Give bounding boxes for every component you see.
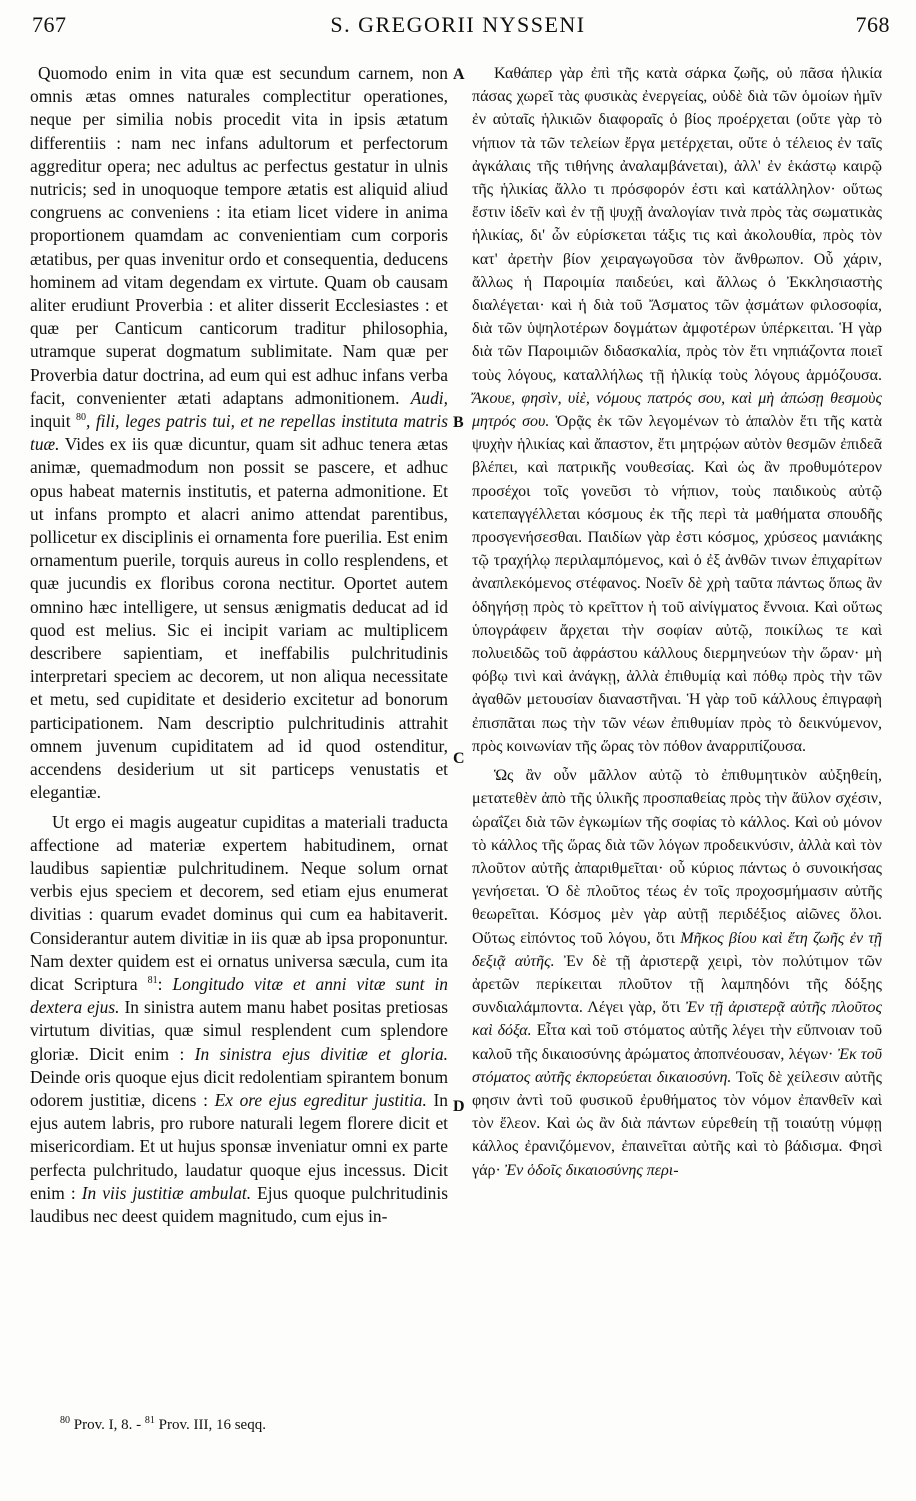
greek-text: Τοῖς δὲ χείλεσιν αὐτῆς φησιν ἀντὶ τοῦ φυσικοῦ ἐρυθήματος τὸν νόμον ἐπανθεῖν καὶ τὸν ἔλεον. Καὶ ὡς ἂν διὰ πάντων εὑρεθείη τῇ τοιαύτῃ νύμφῃ κάλλος ἐρανιζόμενον, ἐπαινεῖται αὐτῆς καὶ τὸ βάδισμα. Φησὶ γάρ·	[472, 1068, 882, 1179]
margin-letter-b: B	[453, 414, 464, 431]
latin-text: Ejus quoque pulchritudinis laudibus nec deest quidem magnitudo, cum ejus in-	[30, 1182, 448, 1226]
margin-letter-d: D	[453, 1098, 465, 1115]
latin-paragraph-1	[30, 62, 448, 805]
latin-text: Deinde oris quoque ejus dicit redolentiam spirantem bonum odorem justitiæ, dicens :	[30, 1066, 448, 1110]
latin-paragraph-2	[30, 811, 448, 1229]
latin-text: In sinistra autem manu habet positas pretiosas virtutum divitias, quæ simul resplendent cum splendore gloriæ. Dicit enim :	[30, 997, 449, 1064]
greek-quote: Ἐν τῇ ἀριστερᾷ αὐτῆς πλοῦτος καὶ δόξα.	[472, 999, 882, 1040]
latin-text: Ut ergo ei magis augeatur cupiditas a materiali traducta affectione ad materiæ expertem habitudinem, ornat laudibus sapientiæ pulchritudinem. Neque solum ornat verbis ejus speciem et decorem, sed etiam ejus enumerat divitias : quarum evadet dominus qui cum ea habitaverit. Considerantur autem divitiæ in iis quæ ab ipsa proponuntur. Nam dexter quidem est ei ornatus universa sæcula, cum ita dicat Scriptura	[30, 811, 448, 994]
latin-quote: In sinistra ejus divitiæ et gloria.	[194, 1043, 448, 1064]
greek-quote: Μῆκος βίου καὶ ἔτη ζωῆς ἐν τῇ δεξιᾷ αὐτῆς.	[472, 929, 882, 970]
greek-quote: Ἄκουε, φησὶν, υἱὲ, νόμους πατρός σου, καὶ μὴ ἀπώσῃ θεσμοὺς μητρός σου.	[472, 389, 882, 431]
latin-text: Quomodo enim in vita quæ est secundum carnem, non omnis ætas omnes naturales complectitur operationes, neque per similia nobis procedit vita in ipsis ætatum differentiis : nam nec infans adultorum et perfectorum aggreditur opera; nec adultus ac perfectus gestatur in ulnis nutricis; sed in unoquoque tempore ætatis est aliquid aliud congruens ac conveniens : ita etiam licet videre in anima proportionem quamdam ac convenientiam cum corporis ætatibus, per quas invenitur ordo et consequentia, deducens hominem ad vitam degendam ex virtute. Quam ob causam aliter erudiunt Proverbia : et aliter disserit Ecclesiastes : et quæ per Canticum canticorum traditur philosophia, utramque superat dogmatum sublimitate. Nam quæ per Proverbia datur doctrina, ad eum qui est adhuc infans verba facit, convenienter ætati adaptans admonitionem.	[30, 63, 448, 408]
margin-letter-a: A	[453, 66, 465, 83]
greek-column	[472, 62, 882, 1182]
latin-text: :	[157, 973, 173, 994]
footnotes	[60, 1417, 460, 1434]
latin-quote: Ex ore ejus egreditur justitia.	[214, 1089, 427, 1110]
margin-letter-c: C	[453, 750, 465, 767]
running-header	[26, 4, 890, 44]
latin-quote: Longitudo vitæ et anni vitæ sunt in dextera ejus.	[30, 973, 448, 1018]
latin-text: inquit	[30, 411, 77, 432]
running-title: S. GREGORII NYSSENI	[330, 12, 586, 37]
latin-column	[30, 62, 448, 1228]
footnote-text: Prov. I, 8. -	[70, 1417, 145, 1433]
greek-text: Ὡς ἂν οὖν μᾶλλον αὐτῷ τὸ ἐπιθυμητικὸν αὐξηθείη, μετατεθὲν ἀπὸ τῆς ὑλικῆς προσπαθείας πρὸς τὴν ἄϋλον σχέσιν, ὡραΐζει διὰ τῶν ἐγκωμίων τῆς σοφίας τὸ κάλλος. Καὶ οὐ μόνον τὸ κάλλος τῆς ὥρας διὰ τῶν λόγων προδεικνύσιν, ἀλλὰ καὶ τὸν πλοῦτον αὐτῆς ἀπαριθμεῖται· οὗ κύριος πάντως ὁ συνοικήσας γενήσεται. Ὁ δὲ πλοῦτος τέως ἐν τοῖς προχοσμήμασιν αὐτῆς θεωρεῖται. Κόσμος μὲν γὰρ αὐτῇ περιδέξιος αἰῶνες ὅλοι. Οὕτως εἰπόντος τοῦ λόγου, ὅτι	[472, 767, 882, 947]
greek-text: Ἐν δὲ τῇ ἀριστερᾷ χειρὶ, τὸν πολύτιμον τῶν ἀρετῶν περίκειται πλοῦτον τῇ λαμπηδόνι τῆς δόξης συνδιαλάμποντα. Λέγει γὰρ, ὅτι	[472, 952, 882, 1017]
latin-quote: Audi,	[410, 387, 448, 408]
page-number-right: 768	[855, 12, 890, 37]
greek-quote: Ἐν ὁδοῖς δικαιοσύνης περι-	[504, 1161, 679, 1179]
greek-quote: Ἐκ τοῦ στόματος αὐτῆς ἐκπορεύεται δικαιοσύνη.	[472, 1045, 882, 1086]
latin-quote: , fili, leges patris tui, et ne repellas instituta matris tuæ.	[30, 411, 448, 455]
greek-text: Ὁρᾷς ἐκ τῶν λεγομένων τὸ ἁπαλὸν ἔτι τῆς κατὰ ψυχὴν ἡλικίας καὶ ἄπαστον, ἔτι μητρῴων αὐτὸν θεσμῶν ἐπιδεᾶ βλέπει, καὶ πατρικῆς νουθεσίας. Καὶ ὡς ἂν προθυμότερον προσέχοι τοῖς γονεῦσι τὸ νήπιον, τοὺς παιδικοὺς αὐτῷ κατεπαγγέλλεται κόσμους ἐκ τῆς περὶ τὰ μαθήματα σπουδῆς προσγενήσεσθαι. Παιδίων γὰρ ἐστι κόσμος, χρύσεος μανιάκης τῷ τραχήλῳ περιλαμπόμενος, καὶ ὁ ἐξ ἀνθῶν τινων ἐπιχαρίτων ἀναπλεκόμενος στέφανος. Νοεῖν δὲ χρὴ ταῦτα πάντως ὅπως ἂν ὁδηγήσῃ πρὸς τὸ κρεῖττον ἡ τοῦ αἰνίγματος ἔννοια. Καὶ οὕτως ὑπογράφειν ἄρχεται τὴν σοφίαν αὐτῷ, ποικίλως τε καὶ πολυειδῶς τοῦ ἀφράστου κάλλους διερμηνεύων τὴν ὥραν· μὴ φόβῳ τινὶ καὶ ἀνάγκῃ, ἀλλὰ ἐπιθυμίᾳ καὶ πόθῳ πρὸς τὴν τῶν ἀγαθῶν μετουσίαν διαναστῆναι. Ἡ γὰρ τοῦ κάλλους ἐπιγραφὴ ἐπισπᾶται πως τὴν τῶν νέων ἐπιθυμίαν πρὸς τὸ δεικνύμενον, πρὸς κοινωνίαν τῆς ὥρας τὸν πόθον ἀναρριπίζουσα.	[472, 413, 882, 755]
footnote-ref: 81	[147, 975, 158, 987]
greek-text: Εἶτα καὶ τοῦ στόματος αὐτῆς λέγει τὴν εὔπνοιαν τοῦ καλοῦ τῆς δικαιοσύνης ἀρώματος ἀποπνέουσαν, λέγων·	[472, 1022, 882, 1063]
greek-paragraph-2	[472, 764, 882, 1182]
latin-text: Vides ex iis quæ dicuntur, quam sit adhuc tenera ætas animæ, quemadmodum non possit se pascere, et adhuc opus habeat maternis institutis, et paterna admonitione. Et ut infans prompto et alacri animo attendat parentibus, pollicetur ex disciplinis ei ornamenta fore puerilia. Est enim ornamentum puerile, torquis aureus in collo resplendens, et quæ jucundis ex floribus corona nectitur. Oportet autem omnino hæc intelligere, ut sensus ænigmatis deducat ad id quod est melius. Sic ei incipit variam ac multiplicem describere sapientiam, et ineffabilis pulchritudinis interpretari speciem ac decorem, ut non aliqua necessitate et metu, sed cupiditate et desiderio excitetur ad bonorum participationem. Nam descriptio pulchritudinis attrahit omnem juvenum cupiditatem ad id quod ostenditur, accendens desiderium ut sit particeps venustatis et elegantiæ.	[30, 434, 448, 803]
footnote-number: 80	[60, 1415, 70, 1426]
footnote-ref: 80	[76, 412, 87, 424]
latin-text: In ejus autem labris, pro rubore naturali legem florere dicit et misericordiam. Et ut hujus sponsæ inveniatur omni ex parte perfecta pulchritudo, laudatur quoque ejus incessus. Dicit enim :	[30, 1089, 448, 1203]
footnote-text: Prov. III, 16 seqq.	[154, 1417, 266, 1433]
page-number-left: 767	[32, 12, 67, 37]
footnote-number: 81	[144, 1415, 155, 1426]
greek-paragraph-1	[472, 62, 882, 758]
greek-text: Καθάπερ γὰρ ἐπὶ τῆς κατὰ σάρκα ζωῆς, οὐ πᾶσα ἡλικία πάσας χωρεῖ τὰς φυσικὰς ἐνεργείας, οὐδὲ διὰ τῶν ὁμοίων ἡμῖν ἐν αὐταῖς ἡλικιῶν διαφοραῖς ὁ βίος προέρχεται (οὔτε γὰρ τὸ νήπιον τὰ τῶν τελείων ἔργα μετέρχεται, οὔτε ὁ τέλειος ἐν ταῖς ἀγκάλαις τῆς τιθήνης ἀναλαμβάνεται), ἀλλ' ἐν ἑκάστῳ καιρῷ τῆς ἡλικίας ἄλλο τι πρόσφορόν ἐστι καὶ κατάλληλον· οὕτως ἔστιν ἰδεῖν καὶ ἐν τῇ ψυχῇ ἀναλογίαν τινὰ πρὸς τὰς σωματικὰς ἡλικίας, δι' ὧν εὑρίσκεται τάξις τις καὶ ἀκολουθία, πρὸς τὸν κατ' ἀρετὴν βίον χειραγωγοῦσα τὸν ἄνθρωπον. Οὗ χάριν, ἄλλως ἡ Παροιμία παιδεύει, καὶ ἄλλως ὁ Ἐκκλησιαστὴς διαλέγεται· καὶ ἡ διὰ τοῦ Ἄσματος τῶν ᾀσμάτων φιλοσοφία, διὰ τῶν ὑψηλοτέρων δογμάτων ἀμφοτέρων ὑπέρκειται. Ἡ γὰρ διὰ τῶν Παροιμιῶν διδασκαλία, πρὸς τὸν ἔτι νηπιάζοντα ποιεῖ τοὺς λόγους, καταλλήλως τῇ ἡλικίᾳ τοὺς λόγους ἁρμόζουσα.	[472, 65, 882, 384]
latin-quote: In viis justitiæ ambulat.	[81, 1182, 252, 1203]
